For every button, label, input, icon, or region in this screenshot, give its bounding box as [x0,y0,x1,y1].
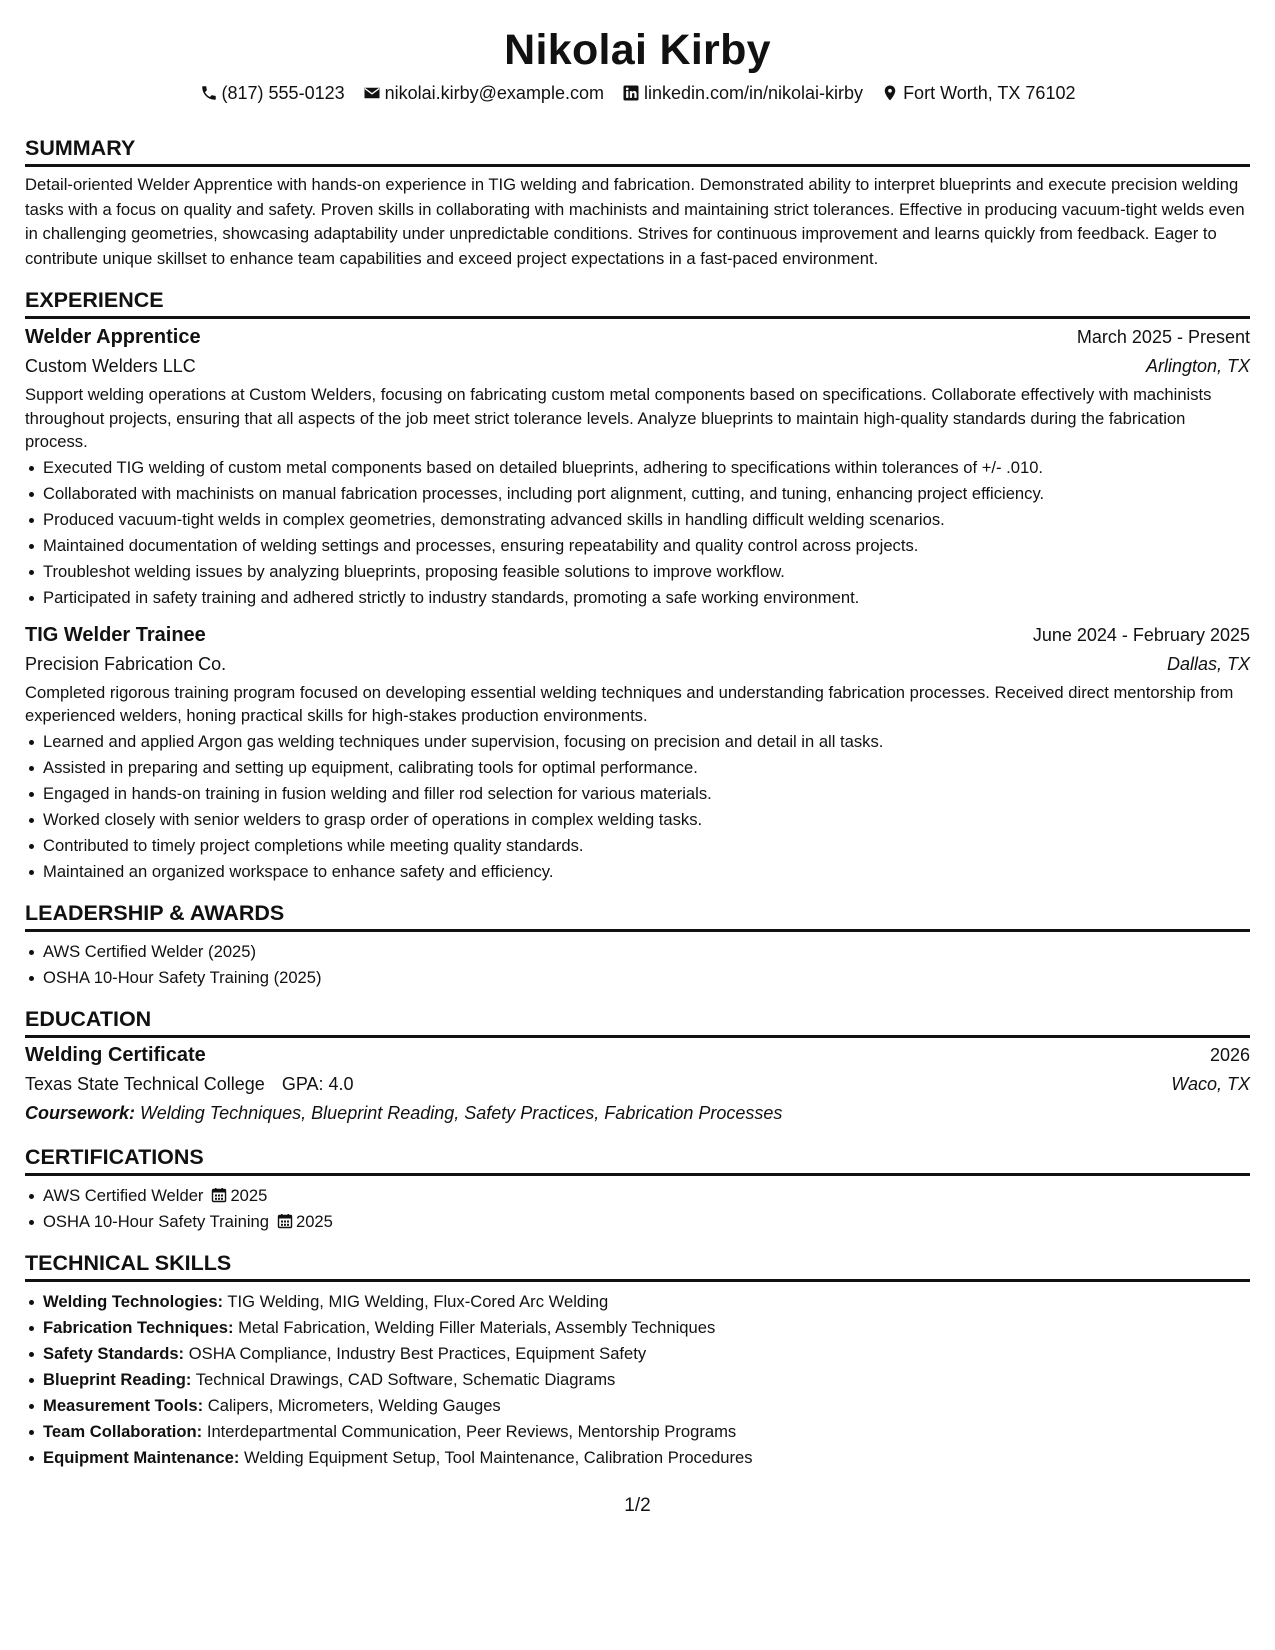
cert-name: AWS Certified Welder [43,1185,204,1205]
list-item [25,1419,1250,1445]
list-item: Executed TIG welding of custom metal components based on detailed blueprints, adhering to specifications within tolerances of +/- .010. [25,455,1250,481]
skills-list [25,1289,1250,1471]
job-company: Custom Welders LLC [25,356,196,376]
job-bullets [25,455,1250,611]
list-item: Learned and applied Argon gas welding techniques under supervision, focusing on precision and detail in all tasks. [25,729,1250,755]
list-item [25,1393,1250,1419]
list-item: Maintained an organized workspace to enhance safety and efficiency. [25,859,1250,885]
page-number: 1/2 [624,1495,651,1516]
location-text: Fort Worth, TX 76102 [903,83,1076,103]
job-title: Welder Apprentice [25,326,201,348]
email-link[interactable]: nikolai.kirby@example.com [384,83,604,103]
list-item: OSHA 10-Hour Safety Training (2025) [25,965,1250,991]
education-location: Waco, TX [1171,1073,1250,1094]
skill-label: Blueprint Reading: [43,1369,192,1389]
linkedin-link[interactable]: linkedin.com/in/nikolai-kirby [643,83,864,103]
job-dates: March 2025 - Present [1076,327,1250,347]
job-entry [25,620,1250,885]
skill-label: Equipment Maintenance: [43,1447,240,1467]
list-item: Assisted in preparing and setting up equipment, calibrating tools for optimal performance. [25,755,1250,781]
section-title-experience: EXPERIENCE [25,287,1250,319]
list-item: Participated in safety training and adhered strictly to industry standards, promoting a safe working environment. [25,585,1250,611]
linkedin-icon [622,84,640,102]
section-title-summary: SUMMARY [25,135,1250,167]
skills-section [25,1250,1250,1471]
job-header [25,620,1250,650]
skill-value: Welding Equipment Setup, Tool Maintenance, Calibration Procedures [244,1447,753,1467]
job-subheader [25,352,1250,380]
skill-label: Welding Technologies: [43,1291,224,1311]
envelope-icon [363,84,381,102]
education-coursework [25,1098,1250,1128]
contact-phone [200,82,345,104]
list-item: Troubleshot welding issues by analyzing blueprints, proposing feasible solutions to improve workflow. [25,559,1250,585]
contact-bar [25,82,1250,104]
calendar-icon [277,1213,293,1229]
education-header [25,1040,1250,1070]
skill-value: TIG Welding, MIG Welding, Flux-Cored Arc Welding [227,1291,609,1311]
list-item [25,1367,1250,1393]
education-gpa: GPA: 4.0 [281,1073,354,1094]
skill-value: Technical Drawings, CAD Software, Schematic Diagrams [195,1369,616,1389]
certifications-section [25,1144,1250,1235]
contact-linkedin[interactable] [622,82,863,104]
education-school: Texas State Technical College [25,1073,265,1094]
skill-label: Team Collaboration: [43,1421,203,1441]
skill-value: Calipers, Micrometers, Welding Gauges [207,1395,501,1415]
education-school-line [25,1070,354,1098]
education-degree: Welding Certificate [25,1043,206,1066]
job-description: Completed rigorous training program focused on developing essential welding techniques and understanding fabrication processes. Received direct mentorship from experienced welders, honing practical skills for high-stakes production environments. [25,682,1234,725]
list-item: AWS Certified Welder (2025) [25,939,1250,965]
job-header [25,322,1250,352]
job-location: Dallas, TX [1166,653,1250,674]
map-pin-icon [881,84,899,102]
skill-label: Measurement Tools: [43,1395,204,1415]
list-item [25,1315,1250,1341]
list-item [25,1341,1250,1367]
list-item: Worked closely with senior welders to grasp order of operations in complex welding tasks. [25,807,1250,833]
job-description: Support welding operations at Custom Welders, focusing on fabricating custom metal components based on specifications. Collaborate effectively with machinists throughout projects, ensuring that all aspects of the job meet strict tolerance levels. Analyze blueprints to maintain high-quality standards during the fabrication process. [25,385,1212,451]
job-location: Arlington, TX [1145,356,1250,376]
list-item: Collaborated with machinists on manual fabrication processes, including port alignment, cutting, and tuning, enhancing project efficiency. [25,481,1250,507]
candidate-name: Nikolai Kirby [504,26,771,74]
list-item: Engaged in hands-on training in fusion welding and filler rod selection for various materials. [25,781,1250,807]
job-dates: June 2024 - February 2025 [1032,624,1250,645]
skill-label: Safety Standards: [43,1343,185,1363]
leadership-list [25,939,1250,991]
cert-year: 2025 [230,1185,268,1205]
skill-value: Interdepartmental Communication, Peer Reviews, Mentorship Programs [206,1421,737,1441]
section-title-skills: TECHNICAL SKILLS [25,1250,1250,1282]
resume-page [25,0,1250,1650]
education-section [25,1006,1250,1128]
education-subheader [25,1070,1250,1098]
leadership-section [25,900,1250,991]
coursework-label: Coursework: [25,1102,136,1123]
phone-icon [200,84,218,102]
summary-section [25,135,1250,271]
list-item [25,1209,1250,1235]
calendar-icon [211,1187,227,1203]
list-item [25,1183,1250,1209]
certifications-list [25,1183,1250,1235]
contact-location [881,82,1075,104]
list-item [25,1289,1250,1315]
contact-email[interactable] [363,82,604,104]
list-item: Maintained documentation of welding settings and processes, ensuring repeatability and quality control across projects. [25,533,1250,559]
section-title-education: EDUCATION [25,1006,1250,1038]
section-title-certifications: CERTIFICATIONS [25,1144,1250,1176]
experience-section [25,287,1250,885]
skill-value: Metal Fabrication, Welding Filler Materials, Assembly Techniques [238,1317,716,1337]
job-bullets [25,729,1250,885]
summary-text: Detail-oriented Welder Apprentice with hands-on experience in TIG welding and fabrication. Demonstrated ability to interpret blueprints and execute precision welding tasks with a focus on quality and safety. Proven skills in collaborating with machinists and maintaining strict tolerances. Effective in producing vacuum-tight welds even in challenging geometries, showcasing adaptability under unpredictable conditions. Strives for continuous improvement and learns quickly from feedback. Eager to contribute unique skillset to enhance team capabilities and exceed project expectations in a fast-paced environment. [25,175,1245,268]
list-item [25,1445,1250,1471]
skill-label: Fabrication Techniques: [43,1317,234,1337]
job-title: TIG Welder Trainee [25,623,206,646]
job-entry [25,322,1250,611]
job-subheader [25,650,1250,678]
phone-text: (817) 555-0123 [221,83,345,103]
education-year: 2026 [1209,1044,1250,1065]
coursework-text: Welding Techniques, Blueprint Reading, Safety Practices, Fabrication Processes [140,1102,783,1123]
skill-value: OSHA Compliance, Industry Best Practices, Equipment Safety [188,1343,647,1363]
job-company: Precision Fabrication Co. [25,653,227,674]
list-item: Produced vacuum-tight welds in complex geometries, demonstrating advanced skills in handling difficult welding scenarios. [25,507,1250,533]
list-item: Contributed to timely project completions while meeting quality standards. [25,833,1250,859]
section-title-leadership: LEADERSHIP & AWARDS [25,900,1250,932]
cert-year: 2025 [295,1211,333,1231]
cert-name: OSHA 10-Hour Safety Training [43,1211,269,1231]
